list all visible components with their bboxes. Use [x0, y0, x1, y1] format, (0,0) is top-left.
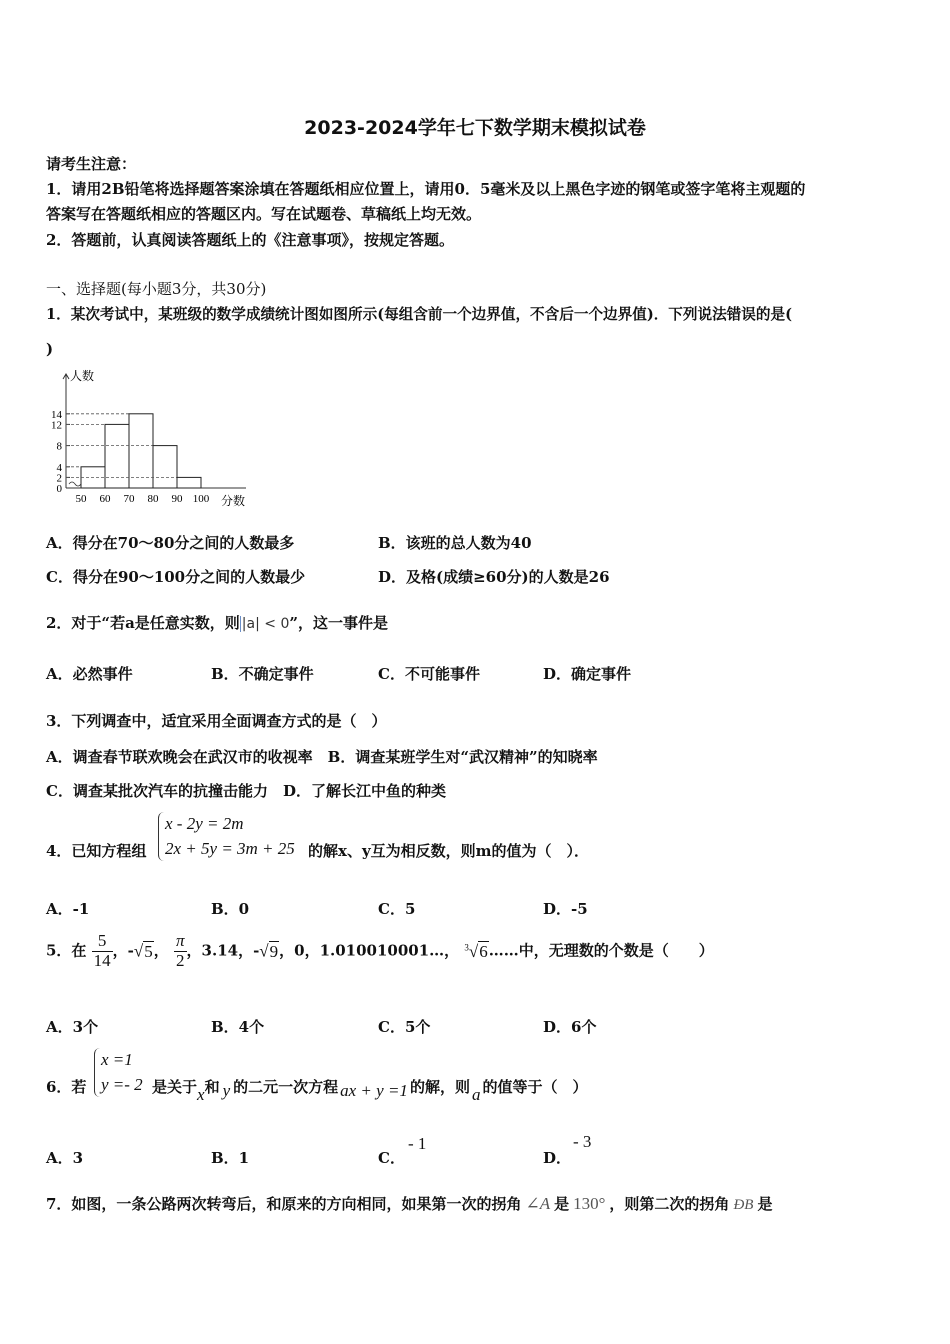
- y-tick-label: 8: [56, 440, 62, 453]
- q3-stem: 3．下列调查中，适宜采用全面调查方式的是（ ）: [46, 712, 387, 730]
- q7-angle-a: ∠A: [525, 1194, 551, 1213]
- q2-stem-b: ”，这一事件是: [289, 614, 388, 632]
- page-title: 2023-2024学年七下数学期末模拟试卷: [304, 117, 646, 139]
- q5-sqrt-9: 9: [269, 941, 279, 961]
- notice-line-3: 2．答题前，认真阅读答题纸上的《注意事项》，按规定答题。: [46, 231, 454, 249]
- x-tick-label: 100: [192, 493, 210, 505]
- q6-option-b: B．1: [211, 1149, 250, 1167]
- x-tick-label: 50: [75, 493, 87, 505]
- q6-var-y: y: [222, 1081, 231, 1100]
- q4-option-d: D．-5: [543, 900, 588, 918]
- q5-sqrt-5: 5: [144, 941, 153, 961]
- q2-option-b: B．不确定事件: [211, 665, 314, 683]
- q4-option-b: B．0: [211, 900, 250, 918]
- y-tick-label: 14: [51, 408, 62, 421]
- q6-lead: 6．若: [46, 1078, 87, 1096]
- section-heading: 一、选择题(每小题3分，共30分): [46, 280, 267, 298]
- q2-option-a: A．必然事件: [46, 665, 133, 683]
- q5-fraction-pi-2: $\frac{\pi}{2}$: [176, 931, 185, 970]
- q6-option-c-value: - 1: [408, 1134, 427, 1153]
- q6-equation-2: y =- 2: [101, 1074, 143, 1094]
- q5-fraction-5-14: $\frac{5}{14}$: [93, 931, 111, 970]
- q2-stem-a: 2．对于“若a是任意实数，则: [46, 614, 240, 632]
- x-tick-label: 90: [171, 493, 183, 505]
- histogram-chart: [46, 366, 266, 516]
- y-tick-label: 4: [56, 461, 62, 474]
- q5-cube-root-6: $^3$√6: [464, 941, 488, 961]
- histogram-bar-90-100: [177, 477, 201, 488]
- q2-option-d: D．确定事件: [543, 665, 632, 683]
- q6-var-a: a: [471, 1085, 481, 1104]
- histogram-bar-80-90: [153, 446, 177, 488]
- q1-option-a: A．得分在70～80分之间的人数最多: [46, 534, 295, 552]
- q6-stem: 是关于x和 y 的二元一次方程 ax + y =1 的解，则 a 的值等于（ ）: [152, 1078, 588, 1104]
- notice-heading: 请考生注意：: [46, 155, 137, 173]
- q5-lead: 5．在: [46, 941, 87, 960]
- y-tick-label: 12: [51, 419, 62, 432]
- notice-line-2: 答案写在答题纸相应的答题区内。写在试题卷、草稿纸上均无效。: [46, 205, 482, 223]
- y-tick-label: 2: [56, 472, 62, 485]
- q1-option-c: C．得分在90～100分之间的人数最少: [46, 568, 306, 586]
- q1-option-d: D．及格(成绩≥60分)的人数是26: [378, 568, 610, 586]
- q4-equation-1: x - 2y = 2m: [165, 814, 244, 833]
- q5-option-b: B．4个: [211, 1018, 265, 1036]
- y-axis-label: 人数: [70, 369, 95, 383]
- q1-stem-end: ): [46, 340, 54, 358]
- q3-options-line-1: A．调查春节联欢晚会在武汉市的收视率 B．调查某班学生对“武汉精神”的知晓率: [46, 748, 598, 766]
- axis-break-mark: [69, 482, 81, 486]
- q6-system: [94, 1048, 143, 1097]
- q4-option-a: A．-1: [46, 900, 90, 918]
- q5-option-d: D．6个: [543, 1018, 597, 1036]
- histogram-bar-60-70: [105, 424, 129, 488]
- q5-stem: 5．在 $\frac{5}{14}$ ，-√5， $\frac{\pi}{2}$ ，3.14，-√9，0，1.010010001…， $^3$√6……中，无理数的个数是（ ）: [46, 931, 714, 970]
- q5-option-a: A．3个: [46, 1018, 99, 1036]
- q7-stem: 7．如图，一条公路两次转弯后，和原来的方向相同，如果第一次的拐角 ∠A 是 130° ，则第二次的拐角 ÐB 是: [46, 1194, 773, 1213]
- x-tick-label: 60: [99, 493, 111, 505]
- q1-option-b: B．该班的总人数为40: [378, 534, 532, 552]
- q7-angle-b: ÐB: [733, 1197, 754, 1213]
- q6-option-a: A．3: [46, 1149, 84, 1167]
- q1-stem: 1．某次考试中，某班级的数学成绩统计图如图所示(每组含前一个边界值，不含后一个边界值)．下列说法错误的是(: [46, 306, 792, 323]
- q2-option-c: C．不可能事件: [378, 665, 480, 683]
- notice-line-1: 1．请用2B铅笔将选择题答案涂填在答题纸相应位置上，请用0．5毫米及以上黑色字迹的钢笔或签字笔将主观题的: [46, 180, 806, 198]
- q4-stem-b: 的解x、y互为相反数，则m的值为（ ）．: [308, 842, 590, 860]
- histogram-bar-70-80: [129, 414, 153, 488]
- q4-option-c: C．5: [378, 900, 416, 918]
- q6-option-d: D．: [543, 1149, 572, 1167]
- q3-options-line-2: C．调查某批次汽车的抗撞击能力 D．了解长江中鱼的种类: [46, 782, 446, 800]
- x-tick-label: 70: [123, 493, 135, 505]
- x-axis-label: 分数: [221, 494, 246, 508]
- q2-expression: |a| < 0: [241, 616, 290, 632]
- q7-degree: 130°: [573, 1194, 606, 1213]
- q6-option-c: C．: [378, 1149, 405, 1167]
- q6-option-d-value: - 3: [573, 1132, 592, 1151]
- q6-equation: ax + y =1: [340, 1081, 408, 1100]
- q4-stem-a: 4．已知方程组: [46, 842, 147, 860]
- q4-system: [158, 812, 295, 861]
- q2-stem: [46, 612, 388, 633]
- x-tick-label: 80: [147, 493, 159, 505]
- y-tick-label: 0: [56, 483, 62, 495]
- q6-var-x: x: [197, 1085, 205, 1104]
- q5-option-c: C．5个: [378, 1018, 431, 1036]
- q6-equation-1: x =1: [101, 1050, 133, 1069]
- q4-equation-2: 2x + 5y = 3m + 25: [165, 838, 295, 858]
